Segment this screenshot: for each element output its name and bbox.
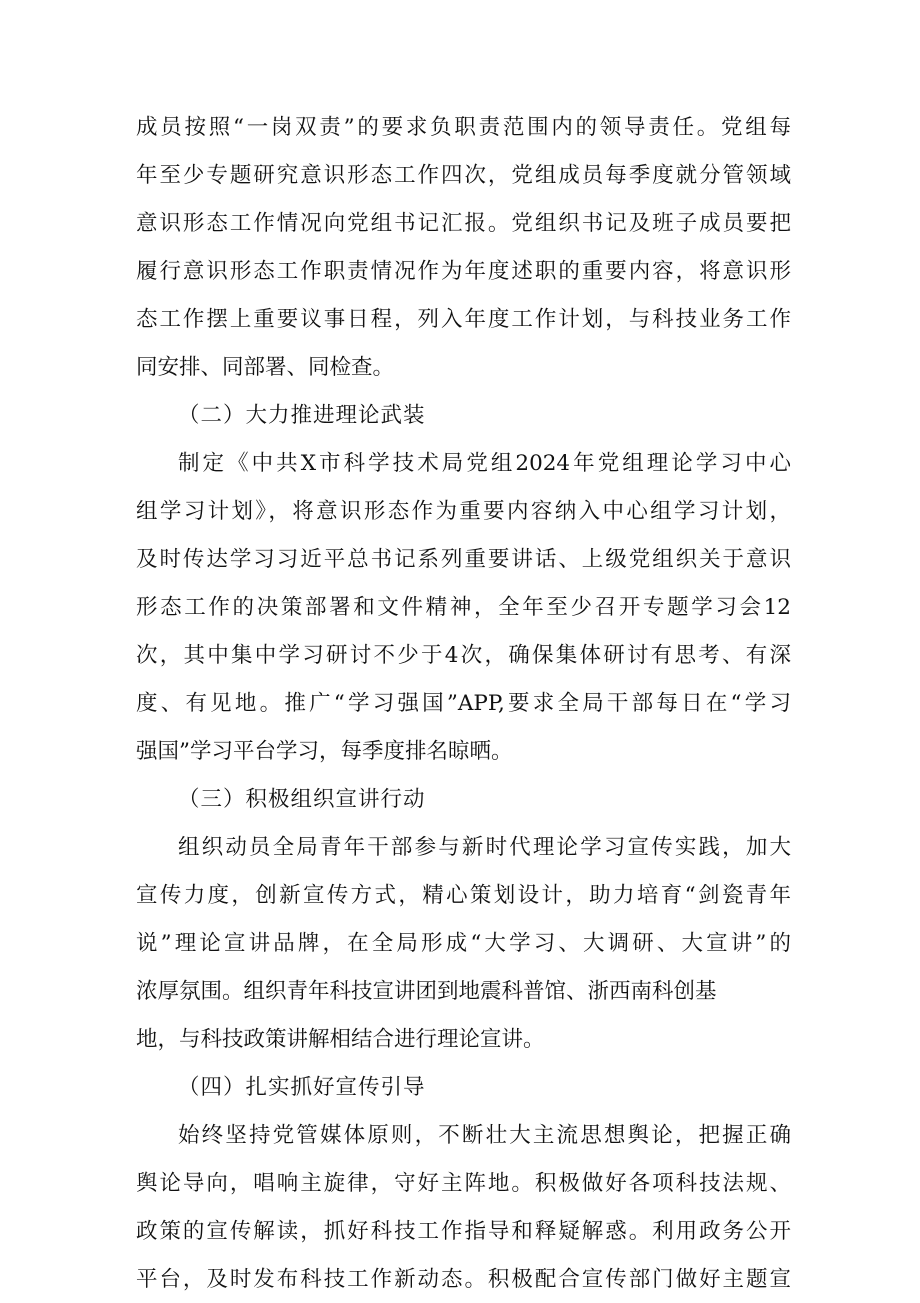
paragraph-2-line-4: 形态工作的决策部署和文件精神，全年至少召开专题学习会12 — [136, 595, 791, 620]
paragraph-2-line-2: 组学习计划》，将意识形态作为重要内容纳入中心组学习计划， — [136, 499, 791, 524]
paragraph-1-line-5: 态工作摆上重要议事日程，列入年度工作计划，与科技业务工作 — [136, 307, 791, 332]
paragraph-3-line-4: 浓厚氛围。组织青年科技宣讲团到地震科普馆、浙西南科创基 — [136, 979, 717, 1004]
paragraph-3-line-5: 地，与科技政策讲解相结合进行理论宣讲。 — [136, 1027, 545, 1052]
section-heading-3: （三）积极组织宣讲行动 — [178, 787, 426, 812]
paragraph-2-line-5: 次，其中集中学习研讨不少于4次，确保集体研讨有思考、有深 — [136, 643, 791, 668]
paragraph-1-line-2: 年至少专题研究意识形态工作四次，党组成员每季度就分管领域 — [136, 163, 791, 188]
paragraph-1-line-3: 意识形态工作情况向党组书记汇报。党组织书记及班子成员要把 — [136, 211, 791, 236]
paragraph-2-line-7: 强国”学习平台学习，每季度排名晾晒。 — [136, 739, 513, 764]
paragraph-1-line-4: 履行意识形态工作职责情况作为年度述职的重要内容，将意识形 — [136, 259, 791, 284]
paragraph-3-line-3: 说”理论宣讲品牌，在全局形成“大学习、大调研、大宣讲”的 — [136, 931, 791, 956]
paragraph-1-line-6: 同安排、同部署、同检查。 — [136, 355, 395, 380]
paragraph-4-line-2: 舆论导向，唱响主旋律，守好主阵地。积极做好各项科技法规、 — [136, 1171, 791, 1196]
paragraph-2-line-1: 制定《中共X市科学技术局党组2024年党组理论学习中心 — [178, 451, 791, 476]
paragraph-4-line-3: 政策的宣传解读，抓好科技工作指导和释疑解惑。利用政务公开 — [136, 1219, 791, 1244]
paragraph-2-line-6: 度、有见地。推广“学习强国”APP,要求全局干部每日在“学习 — [136, 691, 791, 716]
section-heading-2: （二）大力推进理论武装 — [178, 403, 426, 428]
section-heading-4: （四）扎实抓好宣传引导 — [178, 1075, 426, 1100]
paragraph-3-line-2: 宣传力度，创新宣传方式，精心策划设计，助力培育“剑瓷青年 — [136, 883, 791, 908]
paragraph-1-line-1: 成员按照“一岗双责”的要求负职责范围内的领导责任。党组每 — [136, 115, 791, 140]
paragraph-4-line-4: 平台，及时发布科技工作新动态。积极配合宣传部门做好主题宣 — [136, 1267, 791, 1292]
paragraph-4-line-1: 始终坚持党管媒体原则，不断壮大主流思想舆论，把握正确 — [178, 1123, 791, 1148]
paragraph-2-line-3: 及时传达学习习近平总书记系列重要讲话、上级党组织关于意识 — [136, 547, 791, 572]
paragraph-3-line-1: 组织动员全局青年干部参与新时代理论学习宣传实践，加大 — [178, 835, 791, 860]
